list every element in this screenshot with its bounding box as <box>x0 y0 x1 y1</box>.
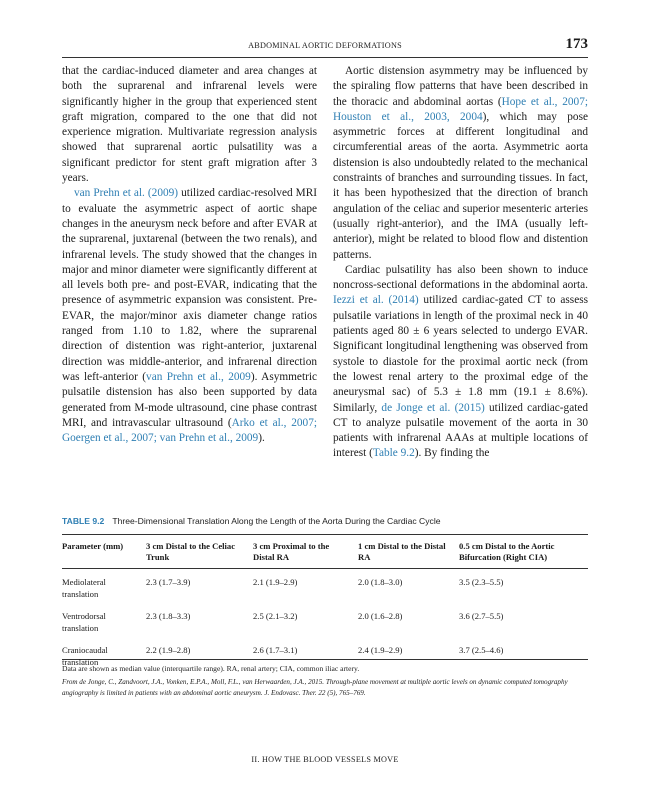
left-paragraph-2-text-a: utilized cardiac-resolved MRI to evaluate the asymmetric aspect of aortic shape changes in the aneurysm neck before and after EVAR at the suprarenal, juxtarenal (between the two renals), and infrarenal levels. The study showed that the changes in major and minor diameter were significantly different at all levels both pre- and post-EVAR, indicating that the presence of asymmetric expansion was consistent. Pre-EVAR, the major/minor axis diameter change ratios ranged from 1.10 to 1.82, where the suprarenal direction of distention was right-anterior, juxtarenal direction was middle-anterior, and infrarenal direction was left-anterior ( <box>62 187 317 383</box>
data-table <box>62 537 588 674</box>
running-title: ABDOMINAL AORTIC DEFORMATIONS <box>248 41 402 50</box>
running-header <box>62 36 588 56</box>
table-cell: 2.6 (1.7–3.1) <box>253 645 298 655</box>
column-header: Parameter (mm) <box>62 541 124 551</box>
left-paragraph-2-text-c: ). <box>258 432 265 445</box>
table-cell: 3.6 (2.7–5.5) <box>459 611 504 621</box>
header-rule <box>62 57 588 58</box>
right-paragraph-2 <box>333 263 588 462</box>
table-cell: 3.7 (2.5–4.6) <box>459 645 504 655</box>
table-cell: 2.3 (1.7–3.9) <box>146 577 191 587</box>
citation-link[interactable]: van Prehn et al. (2009) <box>74 187 179 200</box>
table-row <box>62 606 588 640</box>
table-cell: Craniocaudal translation <box>62 645 108 667</box>
column-header: 3 cm Distal to the Celiac Trunk <box>146 541 236 562</box>
table-caption <box>62 516 588 526</box>
right-column <box>333 64 588 504</box>
table-cell: Mediolateral translation <box>62 577 106 599</box>
table-top-rule <box>62 534 588 535</box>
left-paragraph-2 <box>62 186 317 446</box>
table-source: From de Jonge, C., Zandvoort, J.A., Vonken, E.P.A., Moll, F.L., van Herwaarden, J.A., 2015. Through-plane movement at multiple aortic levels on dynamic computed tomography angiography is limited in patients with an abdominal aortic aneurysm. J. Endovasc. Ther. 22 (5), 765–769. <box>62 678 568 697</box>
table-note: Data are shown as median value (interquartile range). RA, renal artery; CIA, common iliac artery. <box>62 664 360 673</box>
citation-link[interactable]: Arko et al., 2007; Goergen et al., 2007; van Prehn et al., 2009 <box>62 416 317 445</box>
page-number: 173 <box>565 36 588 52</box>
column-header: 1 cm Distal to the Distal RA <box>358 541 446 562</box>
right-paragraph-1-text-a: Aortic distension asymmetry may be influenced by the spiraling flow patterns that have been described in the thoracic and abdominal aortas ( <box>333 65 588 108</box>
left-column <box>62 64 317 504</box>
table-row <box>62 569 588 606</box>
table-reference-link[interactable]: Table 9.2 <box>372 447 415 460</box>
citation-link[interactable]: de Jonge et al. (2015) <box>381 401 485 414</box>
table-cell: 2.0 (1.8–3.0) <box>358 577 403 587</box>
left-paragraph-1: that the cardiac-induced diameter and area changes at both the suprarenal and infrarenal levels were significantly higher in the group that experienced stent graft migration, compared to the one that did not experience migration. Multivariate regression analysis showed that suprarenal aortic pulsatility was a significant predictor for stent graft migration after 3 years. <box>62 65 317 185</box>
table-caption-text: Three-Dimensional Translation Along the Length of the Aorta During the Cardiac Cycle <box>112 516 441 526</box>
right-paragraph-2-text-b: utilized cardiac-gated CT to assess pulsatile variations in length of the proximal neck in 40 patients aged 80 ± 6 years selected to undergo EVAR. Significant longitudinal lengthening was observed from systole to diastole for the proximal aortic neck (from the lowest renal artery to the proximal edge of the aneurysmal sac) of 5.3 ± 1.8 mm (19.1 ± 8.6%). Similarly, <box>333 294 588 414</box>
table-cell: 3.5 (2.3–5.5) <box>459 577 504 587</box>
running-footer: II. HOW THE BLOOD VESSELS MOVE <box>251 755 399 764</box>
citation-link[interactable]: Hope et al., 2007; Houston et al., 2003, 2004 <box>333 95 588 123</box>
right-paragraph-1 <box>333 64 588 263</box>
table-cell: 2.5 (2.1–3.2) <box>253 611 298 621</box>
citation-link[interactable]: Iezzi et al. (2014) <box>333 294 419 307</box>
table-cell: 2.0 (1.6–2.8) <box>358 611 403 621</box>
table-cell: 2.2 (1.9–2.8) <box>146 645 191 655</box>
table-cell: 2.4 (1.9–2.9) <box>358 645 403 655</box>
table-cell: 2.3 (1.8–3.3) <box>146 611 191 621</box>
right-paragraph-2-text-d: ). By finding the <box>414 447 490 460</box>
right-paragraph-2-text-a: Cardiac pulsatility has also been shown to induce noncross-sectional deformations in the abdominal aorta. <box>333 263 588 292</box>
column-header: 0.5 cm Distal to the Aortic Bifurcation (Right CIA) <box>459 541 555 562</box>
right-paragraph-1-text-b: ), which may pose asymmetric forces at different longitudinal and circumferential areas of the aorta. Asymmetric aorta distension is also undoubtedly related to the mechanical constraints of branches and surrounding tissues. In fact, it has been hypothesized that the direction of branch angulation of the celiac and superior mesenteric arteries (usually right-anterior), and the IMA (usually left-anterior), might be related to blood flow and distention patterns. <box>333 110 588 261</box>
table-cell: Ventrodorsal translation <box>62 611 106 633</box>
left-paragraph-2-text-b: ). Asymmetric pulsatile distension has also been supported by data generated from M-mode ultrasound, cine phase contrast MRI, and intravascular ultrasound ( <box>62 370 317 429</box>
table-header-row <box>62 537 588 569</box>
right-paragraph-2-text-c: utilized cardiac-gated CT to analyze pulsatile movement of the aorta in 30 patients with infrarenal AAAs at multiple locations of interest ( <box>333 401 588 460</box>
column-header: 3 cm Proximal to the Distal RA <box>253 541 330 562</box>
table-cell: 2.1 (1.9–2.9) <box>253 577 298 587</box>
table-label: TABLE 9.2 <box>62 516 105 526</box>
citation-link[interactable]: van Prehn et al., 2009 <box>146 370 251 383</box>
